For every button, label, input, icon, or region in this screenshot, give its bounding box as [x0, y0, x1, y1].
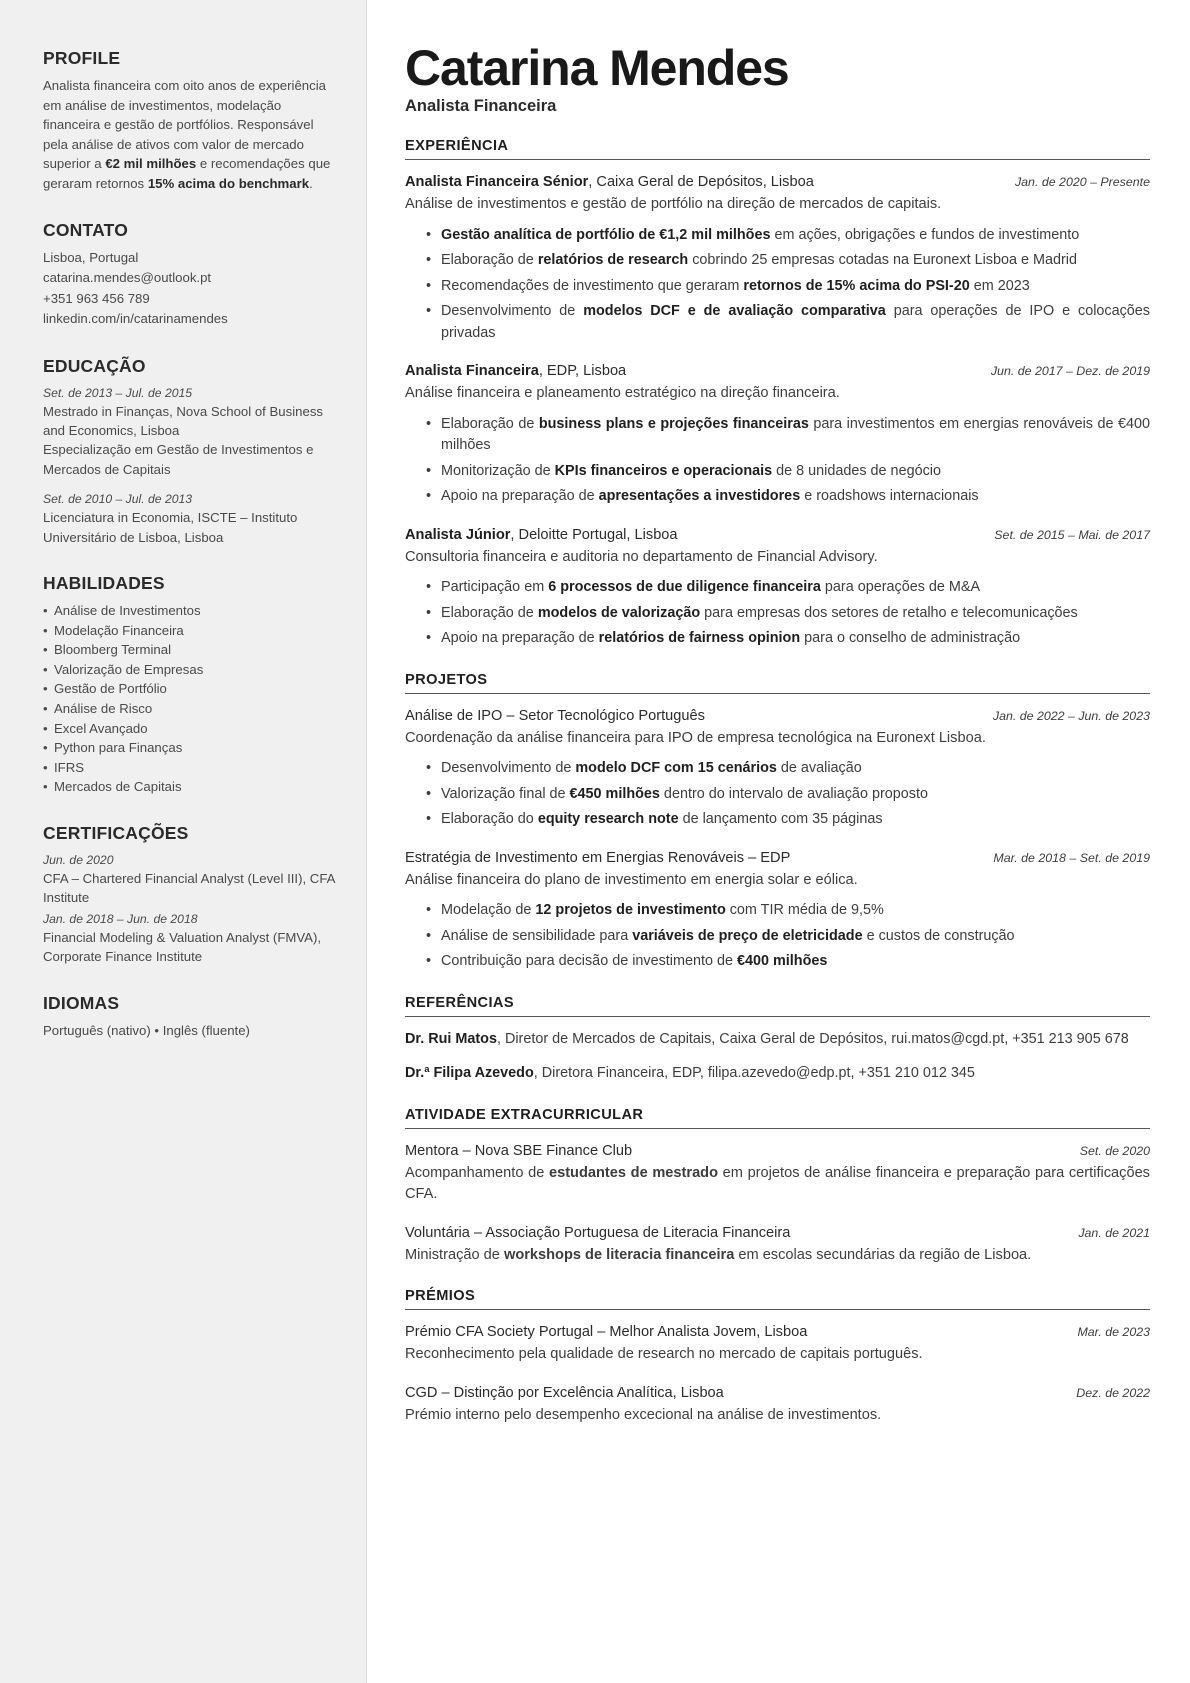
education-detail: Especialização em Gestão de Investimentos e Mercados de Capitais [43, 442, 314, 477]
bullet-post: e roadshows internacionais [800, 488, 979, 504]
contact-heading: CONTATO [43, 219, 129, 240]
bullet-item [405, 461, 1150, 483]
bullet-item [405, 758, 1150, 780]
bullet-post: de 8 unidades de negócio [772, 462, 941, 479]
job-title: Analista Júnior [405, 526, 511, 543]
bullet-pre: Monitorização de [441, 462, 555, 479]
bullet-bold: 6 processos de due diligence financeira [548, 579, 821, 595]
reference-name: Dr. Rui Matos [405, 1030, 497, 1047]
entry-summary: Análise de investimentos e gestão de portfólio na direção de mercados de capitais. [405, 196, 942, 212]
bullet-bold: relatórios de research [537, 252, 689, 268]
skill-item: • Gestão de Portfólio [43, 679, 342, 699]
job-role-subtitle: Analista Financeira [405, 97, 557, 115]
bullet-bold: KPIs financeiros e operacionais [554, 462, 773, 479]
bullet-item [405, 926, 1150, 948]
bullet-bold: modelos de valorização [537, 604, 701, 621]
activity-title: Voluntária – Associação Portuguesa de Literacia Financeira [405, 1224, 791, 1241]
reference-details: , Diretor de Mercados de Capitais, Caixa Geral de Depósitos, rui.matos@cgd.pt, +351 213 905 678 [496, 1030, 1129, 1047]
bullet-bold: variáveis de preço de eletricidade [632, 927, 863, 944]
entry-date: Mar. de 2023 [1077, 1325, 1150, 1339]
bullet-list [405, 225, 1150, 345]
languages-heading: IDIOMAS [43, 992, 120, 1013]
project-title: Estratégia de Investimento em Energias Renováveis – EDP [405, 849, 791, 866]
certifications-section [43, 823, 342, 967]
bullet-item [405, 577, 1150, 599]
entry-date: Jan. de 2022 – Jun. de 2023 [992, 708, 1150, 723]
bullet-pre: Elaboração do [441, 811, 538, 827]
project-entry [405, 706, 1150, 831]
certification-date: Jun. de 2020 [43, 852, 114, 867]
bullet-pre: Desenvolvimento de [441, 303, 584, 319]
profile-bold-1: €2 mil milhões [105, 156, 197, 172]
summary-post: em escolas secundárias da região de Lisboa. [734, 1246, 1032, 1263]
bullet-bold: €400 milhões [737, 953, 828, 969]
bullet-bold: equity research note [537, 811, 679, 827]
contact-linkedin[interactable]: linkedin.com/in/catarinamendes [43, 311, 228, 327]
reference-details: , Diretora Financeira, EDP, filipa.azevedo@edp.pt, +351 210 012 345 [533, 1065, 975, 1081]
bullet-list [405, 758, 1150, 831]
job-title: Analista Financeira [405, 363, 539, 379]
bullet-item [405, 486, 1150, 508]
job-company: , Caixa Geral de Depósitos, Lisboa [588, 174, 814, 190]
education-degree: Licenciatura in Economia, ISCTE – Instituto Universitário de Lisboa, Lisboa [43, 510, 298, 545]
entry-date: Mar. de 2018 – Set. de 2019 [993, 850, 1150, 865]
bullet-item [405, 603, 1150, 625]
certification-item [43, 910, 342, 967]
experience-entry [405, 525, 1150, 650]
certification-text: Financial Modeling & Valuation Analyst (FMVA), Corporate Finance Institute [43, 929, 322, 965]
languages-section [43, 993, 342, 1042]
skill-item: • IFRS [43, 758, 342, 778]
education-item [43, 384, 342, 480]
bullet-post: com TIR média de 9,5% [725, 902, 884, 918]
bullet-item [405, 250, 1150, 272]
skills-list [43, 601, 342, 797]
award-title: Prémio CFA Society Portugal – Melhor Analista Jovem, Lisboa [405, 1324, 808, 1340]
bullet-post: para investimentos em energias renováveis de €400 milhões [441, 415, 1151, 453]
profile-text [43, 76, 342, 194]
extracurricular-entry [405, 1141, 1150, 1206]
entry-header [405, 1141, 1150, 1162]
entry-date: Set. de 2020 [1079, 1143, 1150, 1158]
bullet-item [405, 628, 1150, 650]
job-company: , Deloitte Portugal, Lisboa [510, 526, 678, 543]
bullet-item [405, 414, 1150, 457]
page-title: Catarina Mendes [405, 40, 789, 96]
references-heading: REFERÊNCIAS [405, 994, 515, 1011]
education-section [43, 356, 342, 547]
summary-post: em projetos de análise financeira e preparação para certificações CFA. [405, 1164, 1150, 1202]
bullet-item [405, 276, 1150, 298]
entry-title [405, 361, 975, 382]
entry-header [405, 706, 1150, 727]
bullet-post: cobrindo 25 empresas cotadas na Euronext Lisboa e Madrid [688, 252, 1077, 268]
bullet-bold: retornos de 15% acima do PSI-20 [743, 277, 970, 294]
entry-header [405, 1383, 1150, 1404]
bullet-post: em 2023 [969, 277, 1030, 294]
bullet-post: de avaliação [776, 760, 862, 776]
certification-text: CFA – Chartered Financial Analyst (Level III), CFA Institute [43, 870, 335, 906]
bullet-item [405, 900, 1150, 922]
bullet-pre: Modelação de [441, 902, 536, 918]
entry-title [405, 172, 999, 193]
education-degree: Mestrado in Finanças, Nova School of Business and Economics, Lisboa [43, 403, 324, 438]
bullet-pre: Valorização final de [441, 785, 570, 802]
bullet-item [405, 809, 1150, 831]
bullet-post: para operações de M&A [820, 579, 981, 595]
skill-item: • Análise de Investimentos [43, 601, 342, 621]
entry-date: Jan. de 2020 – Presente [1014, 175, 1150, 189]
profile-text-2: e recomendações que geraram retornos [43, 156, 331, 191]
bullet-bold: Gestão analítica de portfólio de €1,2 mil milhões [441, 226, 771, 243]
sidebar [0, 0, 367, 1683]
bullet-list [405, 577, 1150, 650]
certifications-heading: CERTIFICAÇÕES [43, 822, 189, 843]
section-divider [405, 693, 1150, 694]
award-title: CGD – Distinção por Excelência Analítica, Lisboa [405, 1384, 724, 1401]
bullet-post: de lançamento com 35 páginas [678, 811, 883, 827]
skills-heading: HABILIDADES [43, 573, 165, 593]
certification-item [43, 851, 342, 908]
entry-header [405, 172, 1150, 193]
entry-header [405, 361, 1150, 382]
project-title: Análise de IPO – Setor Tecnológico Português [405, 707, 705, 724]
bullet-pre: Contribuição para decisão de investimento de [441, 953, 737, 969]
entry-summary: Coordenação da análise financeira para IPO de empresa tecnológica na Euronext Lisboa. [405, 729, 986, 746]
profile-text-3: . [309, 175, 313, 191]
reference-item [405, 1063, 1150, 1085]
job-title: Analista Financeira Sénior [405, 174, 589, 190]
activity-title: Mentora – Nova SBE Finance Club [405, 1142, 633, 1159]
main-content [367, 0, 1190, 1683]
bullet-pre: Apoio na preparação de [441, 630, 599, 646]
job-company: , EDP, Lisboa [538, 363, 627, 379]
bullet-pre: Elaboração de [441, 415, 539, 432]
education-date: Set. de 2013 – Jul. de 2015 [43, 385, 193, 400]
contact-section [43, 220, 342, 330]
bullet-pre: Participação em [441, 579, 549, 595]
bullet-bold: apresentações a investidores [598, 488, 801, 504]
skill-item: • Bloomberg Terminal [43, 640, 342, 660]
bullet-pre: Análise de sensibilidade para [441, 927, 633, 944]
bullet-item [405, 225, 1150, 247]
entry-summary: Prémio interno pelo desempenho excecional na análise de investimentos. [405, 1406, 882, 1423]
skill-item: • Excel Avançado [43, 719, 342, 739]
bullet-item [405, 784, 1150, 806]
entry-summary: Reconhecimento pela qualidade de research no mercado de capitais português. [405, 1346, 923, 1362]
bullet-bold: €450 milhões [569, 785, 660, 802]
entry-header [405, 848, 1150, 869]
profile-text-1: Analista financeira com oito anos de experiência em análise de investimentos, modelação financeira e gestão de portfólios. Responsável pela análise de ativos com valor de mercado superior a [43, 78, 326, 172]
bullet-item [405, 301, 1150, 344]
entry-header [405, 1223, 1150, 1244]
bullet-bold: business plans e projeções financeiras [538, 415, 809, 432]
education-item [43, 490, 342, 547]
entry-summary: Análise financeira do plano de investimento em energia solar e eólica. [405, 871, 858, 888]
languages-text: Português (nativo) • Inglês (fluente) [43, 1022, 250, 1038]
experience-entry [405, 172, 1150, 344]
section-divider [405, 1309, 1150, 1310]
bullet-list [405, 900, 1150, 973]
extracurricular-heading: ATIVIDADE EXTRACURRICULAR [405, 1106, 644, 1123]
education-date: Set. de 2010 – Jul. de 2013 [43, 492, 193, 507]
experience-entry [405, 361, 1150, 508]
profile-bold-2: 15% acima do benchmark [147, 175, 310, 191]
education-heading: EDUCAÇÃO [43, 355, 146, 376]
bullet-pre: Elaboração de [441, 604, 538, 621]
section-divider [405, 1016, 1150, 1017]
bullet-post: dentro do intervalo de avaliação proposto [659, 785, 928, 802]
extracurricular-entry [405, 1223, 1150, 1267]
bullet-pre: Desenvolvimento de [441, 760, 576, 776]
entry-date: Jun. de 2017 – Dez. de 2019 [990, 364, 1150, 378]
bullet-post: para o conselho de administração [800, 630, 1021, 646]
bullet-post: para operações de IPO e colocações privadas [441, 303, 1150, 341]
entry-summary: Análise financeira e planeamento estratégico na direção financeira. [405, 385, 840, 401]
bullet-bold: modelos DCF e de avaliação comparativa [583, 303, 886, 319]
entry-header [405, 1322, 1150, 1343]
entry-summary [405, 1163, 1150, 1206]
profile-section [43, 48, 342, 194]
entry-header [405, 525, 1150, 546]
bullet-post: para empresas dos setores de retalho e telecomunicações [700, 604, 1078, 621]
bullet-bold: relatórios de fairness opinion [598, 630, 801, 646]
skill-item: • Valorização de Empresas [43, 660, 342, 680]
skills-section [43, 573, 342, 797]
project-entry [405, 848, 1150, 973]
bullet-pre: Elaboração de [441, 252, 538, 268]
experience-heading: EXPERIÊNCIA [405, 138, 509, 154]
summary-bold: workshops de literacia financeira [503, 1246, 735, 1263]
contact-email[interactable]: catarina.mendes@outlook.pt [43, 270, 212, 286]
entry-title [405, 525, 978, 546]
award-entry [405, 1383, 1150, 1427]
section-divider [405, 159, 1150, 160]
entry-summary: Consultoria financeira e auditoria no departamento de Financial Advisory. [405, 548, 878, 565]
bullet-pre: Recomendações de investimento que geraram [441, 277, 744, 294]
bullet-post: em ações, obrigações e fundos de investimento [770, 226, 1080, 243]
award-entry [405, 1322, 1150, 1366]
contact-location: Lisboa, Portugal [43, 249, 139, 265]
skill-item: • Mercados de Capitais [43, 777, 342, 797]
entry-date: Dez. de 2022 [1076, 1385, 1150, 1400]
skill-item: • Análise de Risco [43, 699, 342, 719]
summary-pre: Acompanhamento de [405, 1164, 549, 1181]
bullet-post: e custos de construção [862, 927, 1015, 944]
summary-pre: Ministração de [405, 1246, 504, 1263]
entry-summary [405, 1245, 1150, 1267]
contact-phone[interactable]: +351 963 456 789 [43, 290, 150, 306]
projects-heading: PROJETOS [405, 671, 488, 688]
bullet-pre: Apoio na preparação de [441, 488, 599, 504]
entry-date: Jan. de 2021 [1078, 1225, 1150, 1240]
bullet-bold: modelo DCF com 15 cenários [575, 760, 777, 776]
awards-heading: PRÉMIOS [405, 1288, 476, 1304]
certification-date: Jan. de 2018 – Jun. de 2018 [43, 911, 198, 926]
reference-name: Dr.ª Filipa Azevedo [405, 1065, 534, 1081]
skill-item: • Python para Finanças [43, 738, 342, 758]
bullet-item [405, 951, 1150, 973]
summary-bold: estudantes de mestrado [548, 1164, 719, 1181]
reference-item [405, 1029, 1150, 1051]
section-divider [405, 1128, 1150, 1129]
skill-item: • Modelação Financeira [43, 621, 342, 641]
profile-heading: PROFILE [43, 48, 121, 68]
bullet-list [405, 414, 1150, 508]
bullet-bold: 12 projetos de investimento [535, 902, 726, 918]
entry-date: Set. de 2015 – Mai. de 2017 [994, 527, 1150, 542]
